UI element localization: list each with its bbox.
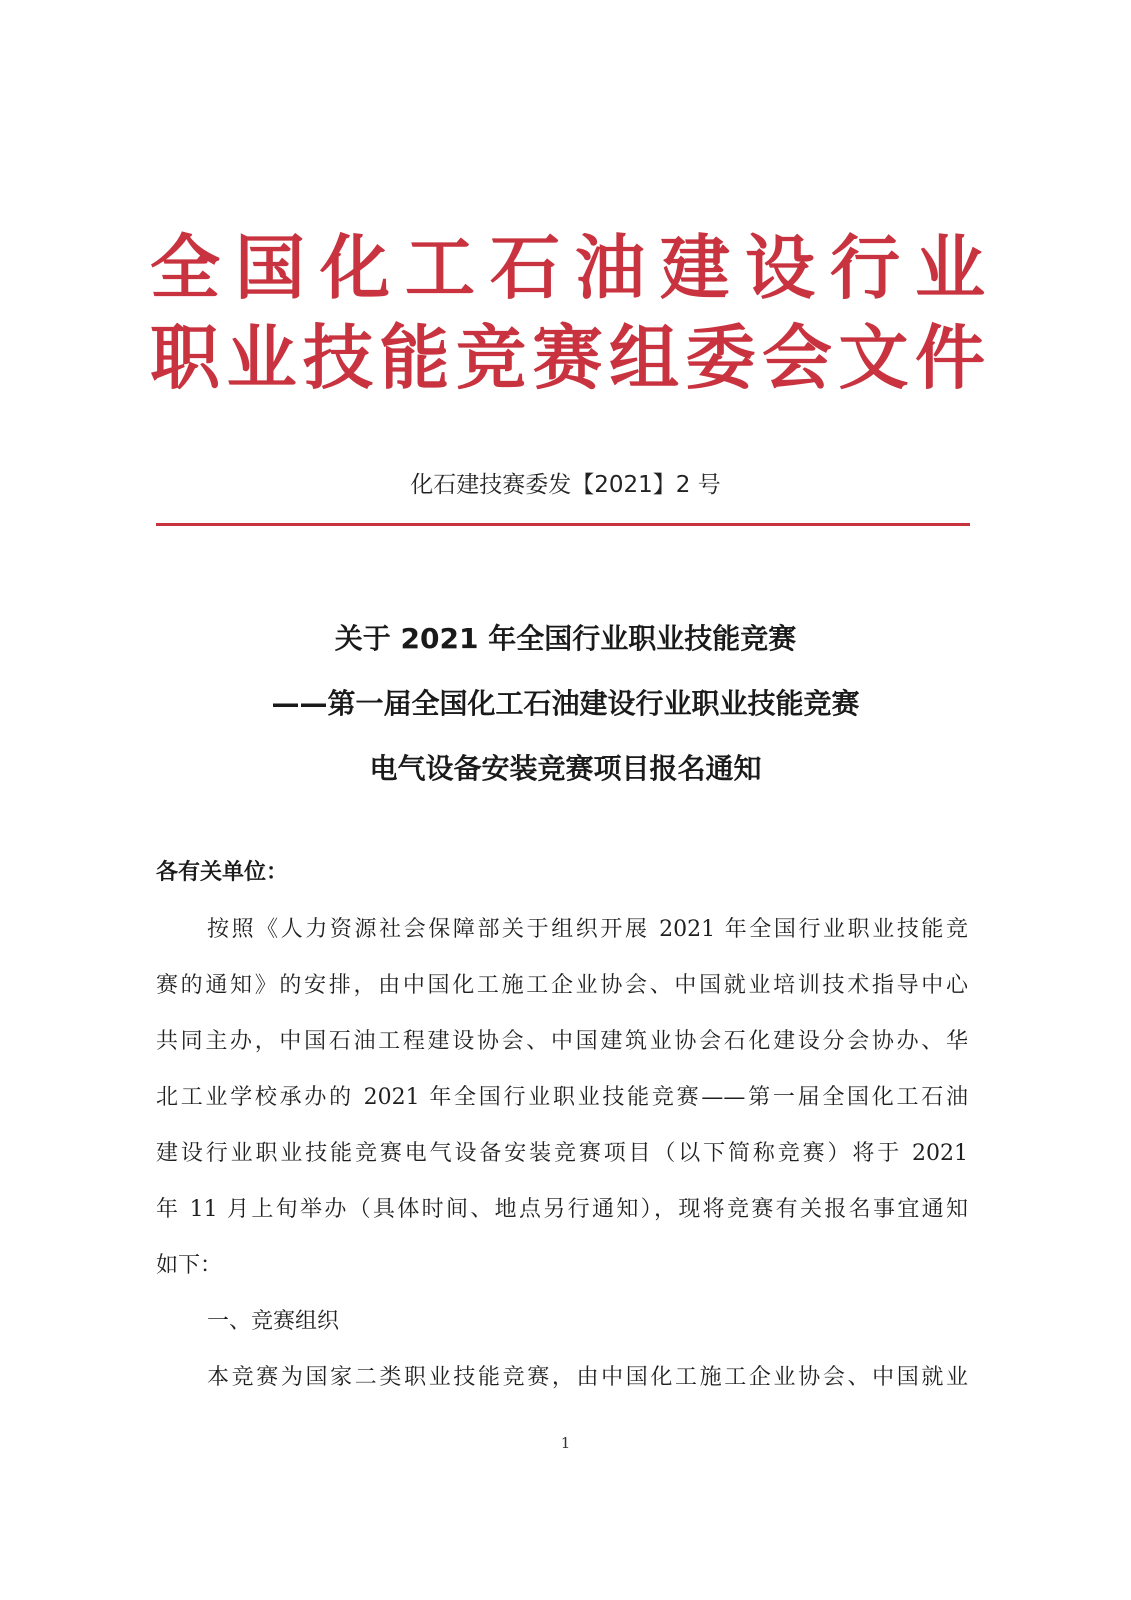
body-line: 按照《人力资源社会保障部关于组织开展 2021 年全国行业职业技能竞 bbox=[207, 917, 968, 942]
title-line-2: ——第一届全国化工石油建设行业职业技能竞赛 bbox=[271, 687, 860, 720]
body-line: 如下： bbox=[156, 1253, 223, 1278]
masthead-line-2: 职业技能竞赛组委会文件 bbox=[150, 317, 985, 399]
body-line: 共同主办，中国石油工程建设协会、中国建筑业协会石化建设分会协办、华 bbox=[156, 1029, 968, 1054]
section-heading: 一、竞赛组织 bbox=[207, 1309, 340, 1334]
masthead-line-1: 全国化工石油建设行业 bbox=[150, 227, 985, 309]
document-number: 化石建技赛委发【2021】2 号 bbox=[410, 472, 721, 498]
red-divider bbox=[156, 523, 970, 526]
body-line: 北工业学校承办的 2021 年全国行业职业技能竞赛——第一届全国化工石油 bbox=[156, 1085, 968, 1110]
body-line: 年 11 月上旬举办（具体时间、地点另行通知），现将竞赛有关报名事宜通知 bbox=[156, 1197, 968, 1222]
page-number: 1 bbox=[560, 1434, 571, 1452]
body-line: 本竞赛为国家二类职业技能竞赛，由中国化工施工企业协会、中国就业 bbox=[207, 1365, 968, 1390]
body-line: 建设行业职业技能竞赛电气设备安装竞赛项目（以下简称竞赛）将于 2021 bbox=[156, 1141, 968, 1166]
salutation: 各有关单位： bbox=[156, 860, 289, 885]
body-line: 赛的通知》的安排，由中国化工施工企业协会、中国就业培训技术指导中心 bbox=[156, 973, 968, 998]
title-line-1: 关于 2021 年全国行业职业技能竞赛 bbox=[334, 622, 797, 655]
title-line-3: 电气设备安装竞赛项目报名通知 bbox=[369, 752, 762, 785]
